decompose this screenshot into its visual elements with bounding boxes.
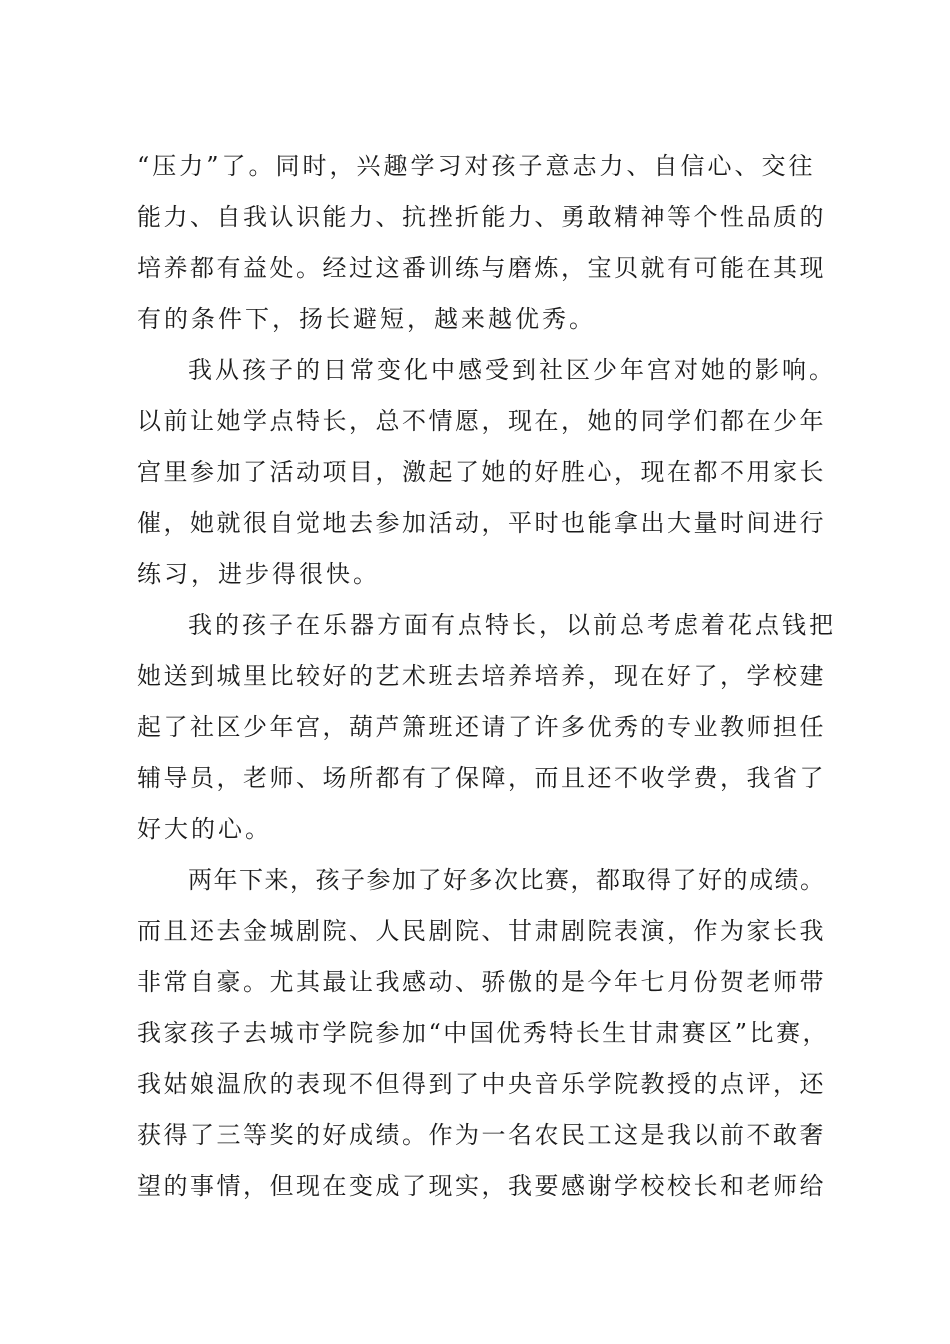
text-line: 我姑娘温欣的表现不但得到了中央音乐学院教授的点评，还 xyxy=(137,1070,826,1098)
text-line: 而且还去金城剧院、人民剧院、甘肃剧院表演，作为家长我 xyxy=(137,917,826,945)
text-line: 培养都有益处。经过这番训练与磨炼，宝贝就有可能在其现 xyxy=(137,254,826,282)
text-line: 有的条件下，扬长避短，越来越优秀。 xyxy=(137,305,596,333)
text-line: 能力、自我认识能力、抗挫折能力、勇敢精神等个性品质的 xyxy=(137,203,826,231)
text-line: “压力”了。同时，兴趣学习对孩子意志力、自信心、交往 xyxy=(137,152,816,180)
text-line: 获得了三等奖的好成绩。作为一名农民工这是我以前不敢奢 xyxy=(137,1121,826,1149)
text-line: 宫里参加了活动项目，激起了她的好胜心，现在都不用家长 xyxy=(137,458,826,486)
text-line: 她送到城里比较好的艺术班去培养培养，现在好了，学校建 xyxy=(137,662,826,690)
text-line: 我的孩子在乐器方面有点特长，以前总考虑着花点钱把 xyxy=(188,611,836,639)
text-line: 非常自豪。尤其最让我感动、骄傲的是今年七月份贺老师带 xyxy=(137,968,826,996)
text-line: 以前让她学点特长，总不情愿，现在，她的同学们都在少年 xyxy=(137,407,826,435)
text-line: 两年下来，孩子参加了好多次比赛，都取得了好的成绩。 xyxy=(188,866,826,894)
text-line: 起了社区少年宫，葫芦箫班还请了许多优秀的专业教师担任 xyxy=(137,713,826,741)
text-line: 好大的心。 xyxy=(137,815,272,843)
text-line: 练习，进步得很快。 xyxy=(137,560,380,588)
text-line: 我从孩子的日常变化中感受到社区少年宫对她的影响。 xyxy=(188,356,836,384)
text-line: 催，她就很自觉地去参加活动，平时也能拿出大量时间进行 xyxy=(137,509,826,537)
text-line: 辅导员，老师、场所都有了保障，而且还不收学费，我省了 xyxy=(137,764,826,792)
text-line: 望的事情，但现在变成了现实，我要感谢学校校长和老师给 xyxy=(137,1172,826,1200)
document-body xyxy=(137,141,837,1212)
text-line: 我家孩子去城市学院参加“中国优秀特长生甘肃赛区”比赛， xyxy=(137,1019,830,1047)
